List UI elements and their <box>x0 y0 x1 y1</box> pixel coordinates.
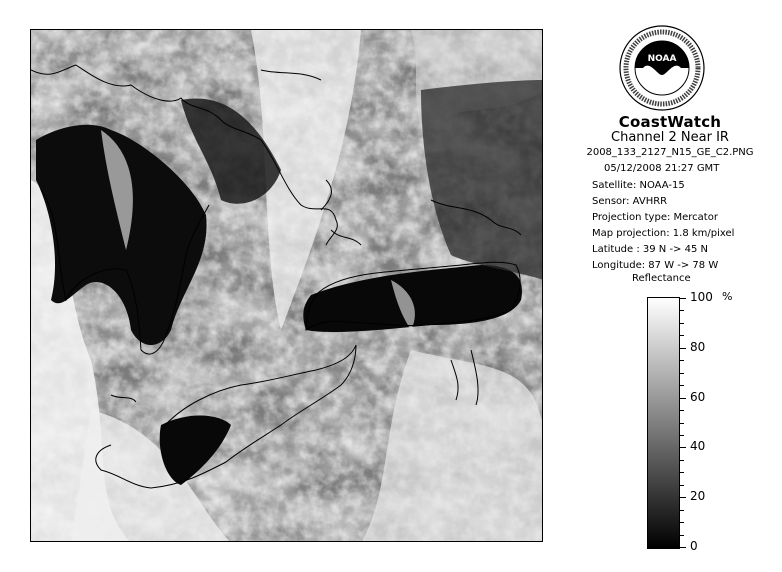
colorbar-tick-label: 20 <box>690 489 706 504</box>
colorbar-minor-tick <box>680 335 684 336</box>
colorbar <box>647 297 680 549</box>
colorbar-minor-tick <box>680 535 684 536</box>
page-title: CoastWatch <box>618 113 722 131</box>
colorbar-tick-label: 40 <box>690 439 706 454</box>
colorbar-tick <box>680 398 686 399</box>
map-projection-label: Map projection: 1.8 km/pixel <box>592 228 735 239</box>
colorbar-minor-tick <box>680 310 684 311</box>
satellite-label: Satellite: NOAA-15 <box>592 180 685 191</box>
colorbar-unit: % <box>722 290 733 303</box>
colorbar-minor-tick <box>680 360 684 361</box>
sensor-label: Sensor: AVHRR <box>592 196 668 207</box>
colorbar-tick <box>680 547 686 548</box>
colorbar-minor-tick <box>680 460 684 461</box>
datetime-label: 05/12/2008 21:27 GMT <box>604 163 720 174</box>
colorbar-tick-label: 100 <box>690 290 713 304</box>
colorbar-minor-tick <box>680 410 684 411</box>
colorbar-tick <box>680 298 686 299</box>
colorbar-minor-tick <box>680 373 684 374</box>
colorbar-minor-tick <box>680 323 684 324</box>
colorbar-minor-tick <box>680 385 684 386</box>
channel-subtitle: Channel 2 Near IR <box>611 130 729 145</box>
colorbar-tick-label: 0 <box>690 539 698 553</box>
colorbar-minor-tick <box>680 522 684 523</box>
noaa-logo-icon <box>619 25 705 111</box>
colorbar-minor-tick <box>680 485 684 486</box>
colorbar-minor-tick <box>680 472 684 473</box>
colorbar-tick <box>680 447 686 448</box>
colorbar-tick-label: 80 <box>690 339 706 354</box>
colorbar-minor-tick <box>680 510 684 511</box>
colorbar-tick <box>680 497 686 498</box>
longitude-label: Longitude: 87 W -> 78 W <box>592 260 719 271</box>
colorbar-tick-label: 60 <box>690 389 706 404</box>
colorbar-minor-tick <box>680 435 684 436</box>
logo-center-text: NOAA <box>647 54 677 64</box>
colorbar-minor-tick <box>680 423 684 424</box>
colorbar-label: Reflectance <box>632 273 691 284</box>
filename-label: 2008_133_2127_N15_GE_C2.PNG <box>586 147 754 158</box>
latitude-label: Latitude : 39 N -> 45 N <box>592 244 708 255</box>
colorbar-tick <box>680 348 686 349</box>
satellite-image <box>30 29 543 542</box>
projection-type-label: Projection type: Mercator <box>592 212 718 223</box>
